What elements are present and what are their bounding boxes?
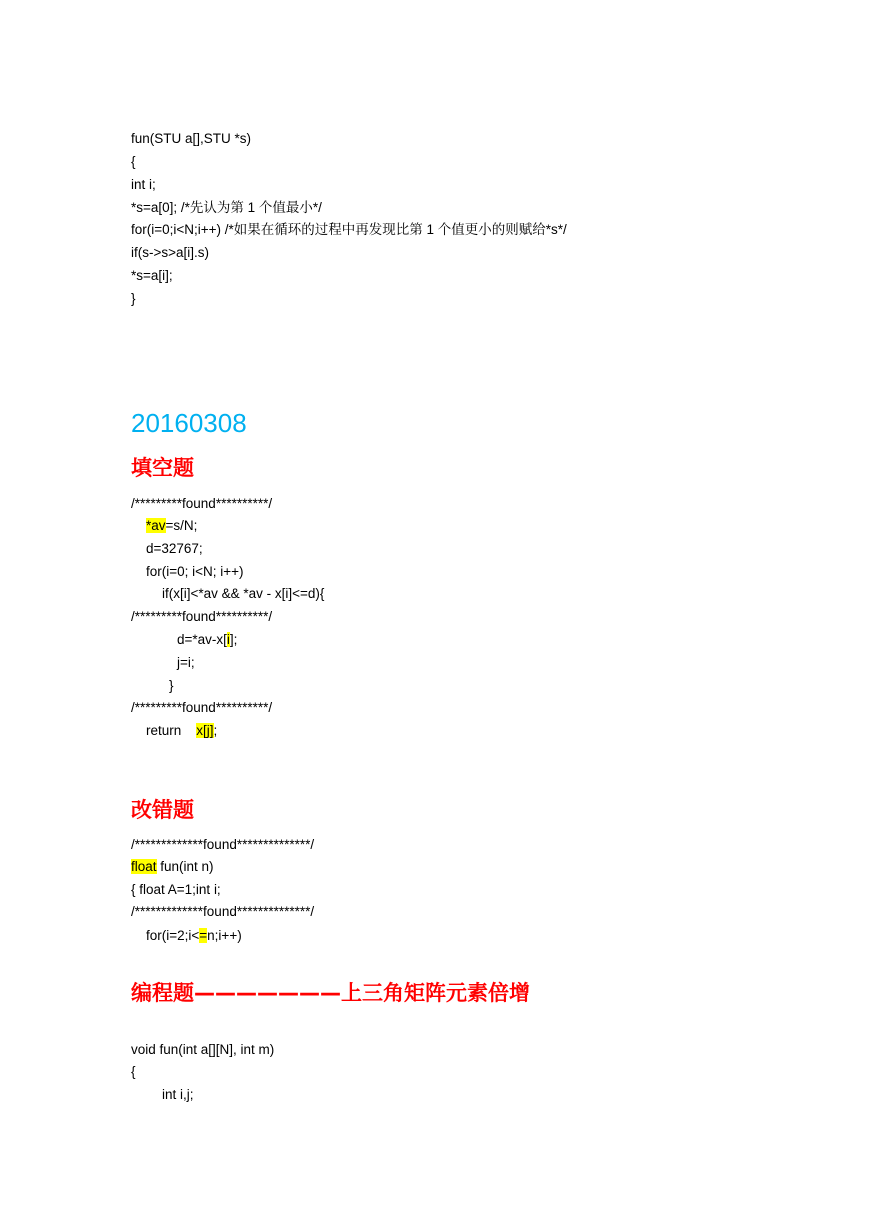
code-line: return x[j]; xyxy=(146,723,218,738)
highlight: float xyxy=(131,859,157,874)
code-line: { xyxy=(131,154,136,169)
highlight: *av xyxy=(146,518,166,533)
code-line: /*************found**************/ xyxy=(131,904,315,919)
code-line: /*********found**********/ xyxy=(131,700,273,715)
highlight: = xyxy=(199,928,208,943)
highlight: x[j] xyxy=(196,723,214,738)
code-line: } xyxy=(169,678,174,693)
highlight: i xyxy=(226,632,230,647)
code-line: for(i=0;i<N;i++) /*如果在循环的过程中再发现比第 1 个值更小的则赋给*s*/ xyxy=(131,222,567,237)
code-line: if(x[i]<*av && *av - x[i]<=d){ xyxy=(162,586,325,601)
code-line: int i; xyxy=(131,177,156,192)
code-line: fun(STU a[],STU *s) xyxy=(131,131,252,146)
code-line: /*********found**********/ xyxy=(131,496,273,511)
code-line: *av=s/N; xyxy=(146,518,198,533)
code-line: void fun(int a[][N], int m) xyxy=(131,1042,275,1057)
programming-heading: 编程题———————上三角矩阵元素倍增 xyxy=(131,981,530,1005)
code-line: *s=a[i]; xyxy=(131,268,173,283)
code-line: float fun(int n) xyxy=(131,859,214,874)
code-line: /*************found**************/ xyxy=(131,837,315,852)
code-line: int i,j; xyxy=(162,1087,194,1102)
code-line: d=32767; xyxy=(146,541,203,556)
fix-error-heading: 改错题 xyxy=(131,798,194,822)
code-line: for(i=0; i<N; i++) xyxy=(146,564,244,579)
fill-blank-heading: 填空题 xyxy=(131,456,194,480)
code-line: for(i=2;i<=n;i++) xyxy=(146,928,242,943)
code-line: } xyxy=(131,291,136,306)
code-line: { xyxy=(131,1064,136,1079)
code-line: { float A=1;int i; xyxy=(131,882,221,897)
code-line: *s=a[0]; /*先认为第 1 个值最小*/ xyxy=(131,200,322,215)
code-line: j=i; xyxy=(177,655,195,670)
code-line: /*********found**********/ xyxy=(131,609,273,624)
date-heading: 20160308 xyxy=(131,408,247,438)
code-line: d=*av-x[i]; xyxy=(177,632,238,647)
code-line: if(s->s>a[i].s) xyxy=(131,245,210,260)
